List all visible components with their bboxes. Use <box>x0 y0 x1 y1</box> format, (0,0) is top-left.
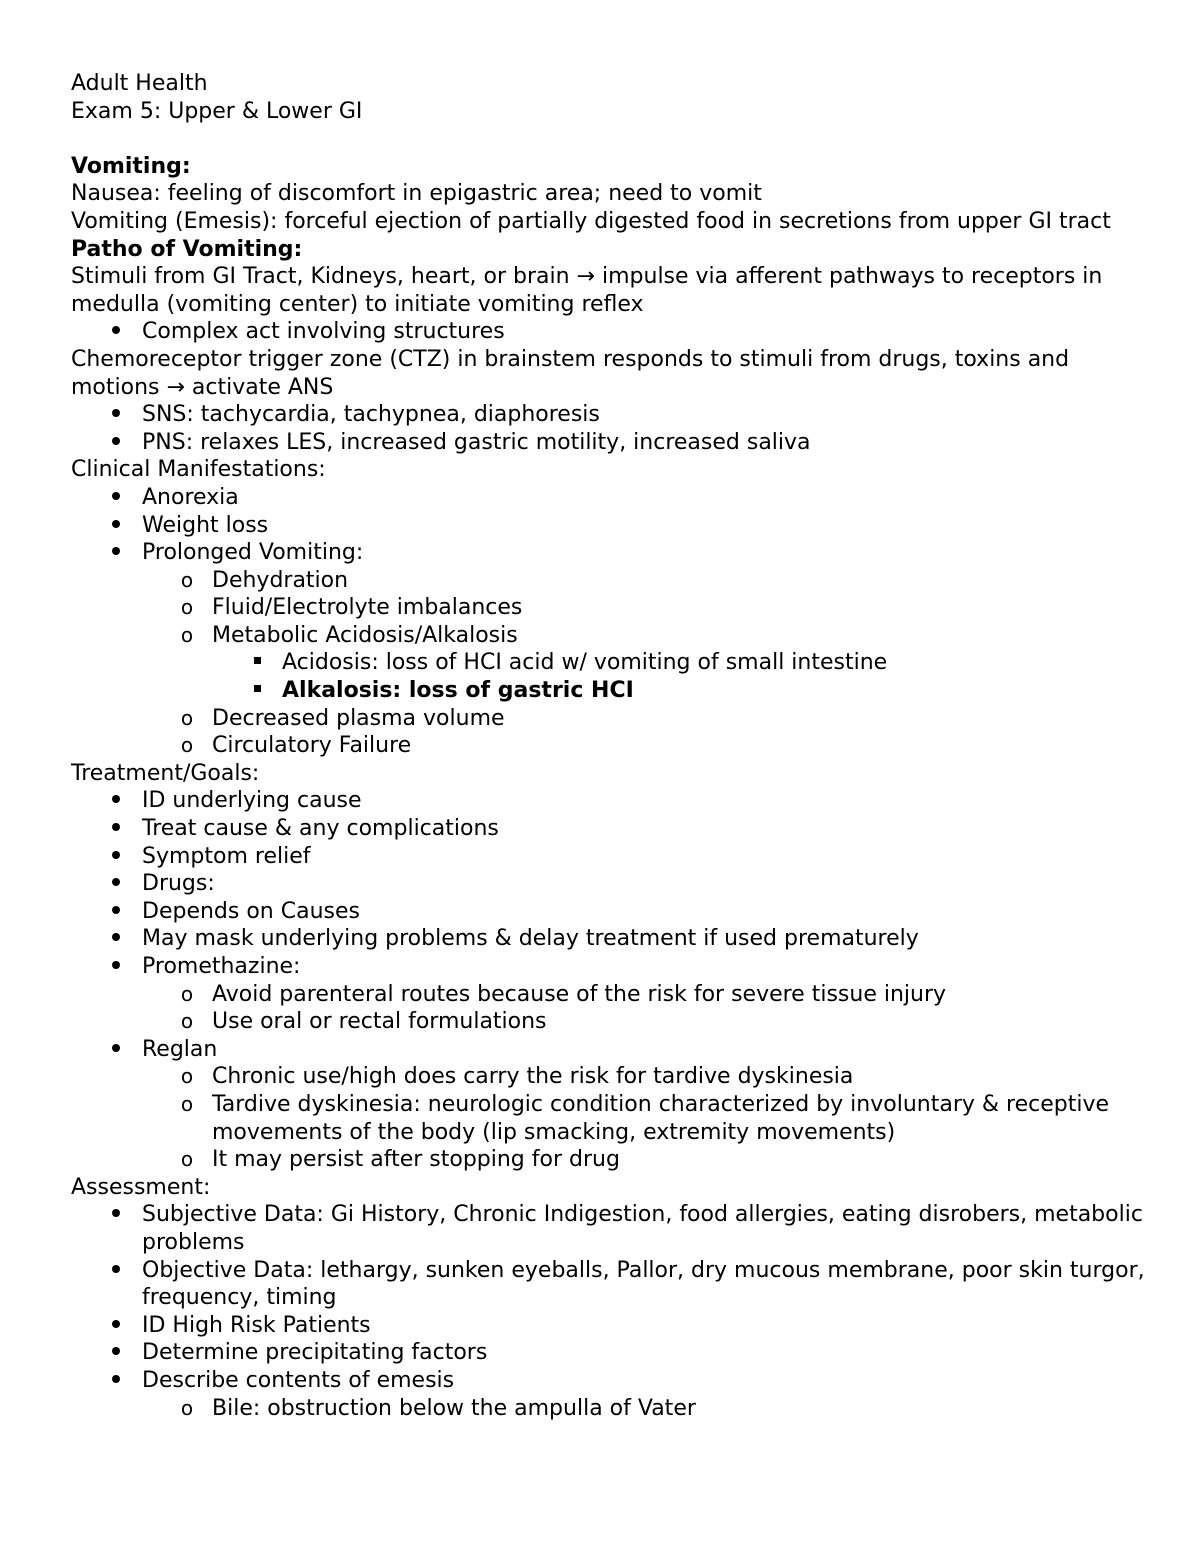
ans-list <box>71 401 1151 456</box>
bullet-circle-icon: o <box>180 595 194 620</box>
list-item: Anorexia <box>71 484 1151 512</box>
bullet-circle-icon: o <box>180 1147 194 1172</box>
list-item: PNS: relaxes LES, increased gastric motility, increased saliva <box>71 429 1151 457</box>
list-item: Determine precipitating factors <box>71 1339 1151 1367</box>
bullet-dot-icon <box>101 539 131 567</box>
assessment-heading: Assessment: <box>71 1174 211 1200</box>
list-item: Weight loss <box>71 512 1151 540</box>
course-title: Adult Health <box>71 71 208 96</box>
bullet-dot-icon <box>101 787 131 815</box>
bullet-circle-icon: o <box>180 705 194 730</box>
list-item: o Use oral or rectal formulations <box>71 1008 1151 1036</box>
bullet-dot-icon <box>101 429 131 457</box>
list-item: o Fluid/Electrolyte imbalances <box>71 594 1151 622</box>
bullet-circle-icon: o <box>180 1395 194 1420</box>
bullet-dot-icon <box>101 1201 131 1229</box>
patho-heading: Patho of Vomiting: <box>71 236 303 262</box>
bullet-dot-icon <box>101 318 131 346</box>
list-item: ID underlying cause <box>71 787 1151 815</box>
bullet-dot-icon <box>101 870 131 898</box>
list-item: o Dehydration <box>71 567 1151 595</box>
bullet-circle-icon: o <box>180 1091 194 1116</box>
ctz-description: Chemoreceptor trigger zone (CTZ) in brainstem responds to stimuli from drugs, toxins and motions → activate ANS <box>71 346 1070 400</box>
document-page <box>71 70 1151 1422</box>
list-item: Complex act involving structures <box>71 318 1151 346</box>
bullet-square-icon <box>242 677 272 705</box>
assessment-list <box>71 1201 1151 1422</box>
bullet-circle-icon: o <box>180 567 194 592</box>
list-item: Prolonged Vomiting: <box>71 539 1151 567</box>
bullet-dot-icon <box>101 898 131 926</box>
list-item: Alkalosis: loss of gastric HCI <box>71 677 1151 705</box>
list-item: SNS: tachycardia, tachypnea, diaphoresis <box>71 401 1151 429</box>
bullet-dot-icon <box>101 1339 131 1367</box>
clinical-list <box>71 484 1151 760</box>
list-item: o Metabolic Acidosis/Alkalosis <box>71 622 1151 650</box>
list-item: May mask underlying problems & delay treatment if used prematurely <box>71 925 1151 953</box>
bullet-dot-icon <box>101 1312 131 1340</box>
bullet-dot-icon <box>101 815 131 843</box>
bullet-circle-icon: o <box>180 622 194 647</box>
list-item: Acidosis: loss of HCI acid w/ vomiting of small intestine <box>71 649 1151 677</box>
clinical-heading: Clinical Manifestations: <box>71 457 326 483</box>
bullet-dot-icon <box>101 484 131 512</box>
list-item: Treat cause & any complications <box>71 815 1151 843</box>
bullet-square-icon <box>242 649 272 677</box>
list-item: Symptom relief <box>71 843 1151 871</box>
list-item: o Chronic use/high does carry the risk for tardive dyskinesia <box>71 1063 1151 1091</box>
list-item: Reglan <box>71 1036 1151 1064</box>
bullet-dot-icon <box>101 401 131 429</box>
bullet-circle-icon: o <box>180 733 194 758</box>
bullet-circle-icon: o <box>180 981 194 1006</box>
nausea-definition: Nausea: feeling of discomfort in epigastric area; need to vomit <box>71 181 762 207</box>
bullet-dot-icon <box>101 953 131 981</box>
patho-stimuli: Stimuli from GI Tract, Kidneys, heart, or brain → impulse via afferent pathways to receptors in medulla (vomiting center) to initiate vomiting reflex <box>71 264 1103 317</box>
bullet-circle-icon: o <box>180 1009 194 1034</box>
patho-list <box>71 318 1151 346</box>
list-item: o It may persist after stopping for drug <box>71 1146 1151 1174</box>
bullet-circle-icon: o <box>180 1064 194 1089</box>
bullet-dot-icon <box>101 843 131 871</box>
list-item: o Bile: obstruction below the ampulla of Vater <box>71 1395 1151 1423</box>
vomiting-definition: Vomiting (Emesis): forceful ejection of partially digested food in secretions from upper GI tract <box>71 208 1111 234</box>
list-item: o Tardive dyskinesia: neurologic condition characterized by involuntary & receptive movements of the body (lip smacking, extremity movements) <box>71 1091 1151 1146</box>
vomiting-heading: Vomiting: <box>71 153 191 179</box>
treatment-heading: Treatment/Goals: <box>71 760 260 786</box>
list-item: Depends on Causes <box>71 898 1151 926</box>
bullet-dot-icon <box>101 1036 131 1064</box>
list-item: Promethazine: <box>71 953 1151 981</box>
exam-title: Exam 5: Upper & Lower GI <box>71 98 363 124</box>
treatment-list <box>71 787 1151 1173</box>
blank-line <box>71 125 1151 153</box>
bullet-dot-icon <box>101 512 131 540</box>
bullet-dot-icon <box>101 1367 131 1395</box>
list-item: o Circulatory Failure <box>71 732 1151 760</box>
list-item: Subjective Data: Gi History, Chronic Indigestion, food allergies, eating disrobers, metabolic problems <box>71 1201 1151 1256</box>
list-item: ID High Risk Patients <box>71 1312 1151 1340</box>
list-item: Objective Data: lethargy, sunken eyeballs, Pallor, dry mucous membrane, poor skin turgor, frequency, timing <box>71 1257 1151 1312</box>
list-item: Describe contents of emesis <box>71 1367 1151 1395</box>
list-item: o Decreased plasma volume <box>71 705 1151 733</box>
bullet-dot-icon <box>101 925 131 953</box>
list-item: Drugs: <box>71 870 1151 898</box>
list-item: o Avoid parenteral routes because of the risk for severe tissue injury <box>71 981 1151 1009</box>
bullet-dot-icon <box>101 1257 131 1285</box>
